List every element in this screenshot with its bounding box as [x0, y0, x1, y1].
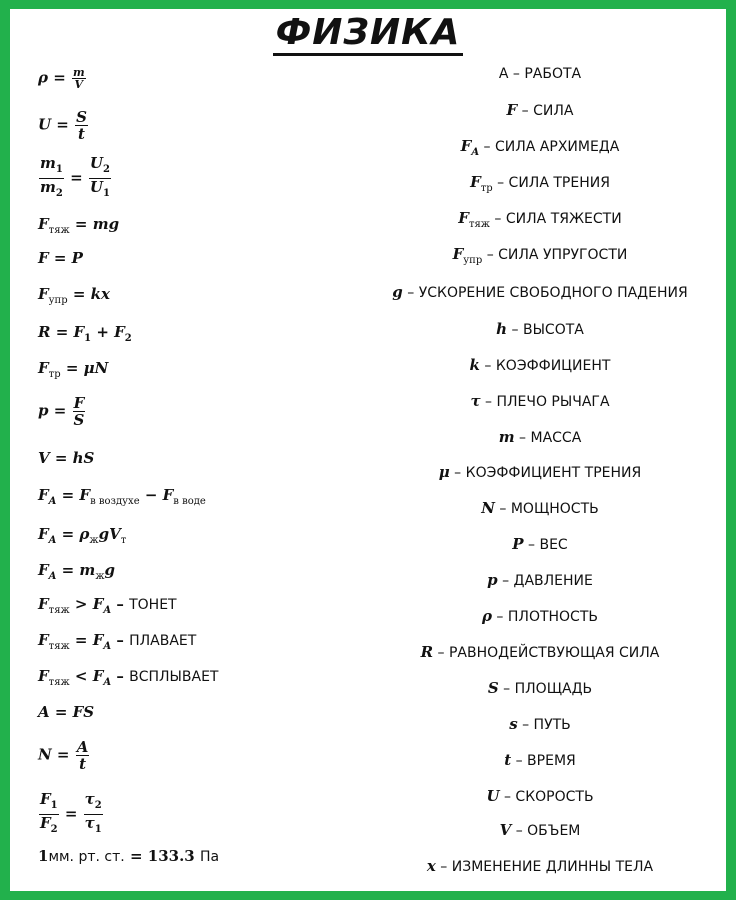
formula-work: A = FS — [38, 703, 95, 721]
legend-description: – СИЛА ТРЕНИЯ — [492, 175, 610, 191]
legend-symbol: $F_{тр}$ — [470, 173, 493, 194]
formula-mmhg: 1мм. рт. ст. = 133.3 Па — [38, 847, 220, 865]
legend-item — [370, 137, 710, 162]
legend-description: – МАССА — [514, 430, 582, 446]
legend-symbol: A — [498, 66, 509, 82]
formula-archimedes-diff: $F_A = F_{в воздухе} - F_{в воде}$ — [38, 486, 206, 507]
formula-sinks: $F_{тяж} > F_A$ – ТОНЕТ — [38, 595, 177, 616]
legend-description: – СИЛА — [517, 103, 574, 119]
formula-resultant: $R = F_1 + F_2$ — [38, 323, 132, 344]
legend-description: – ПЛЕЧО РЫЧАГА — [480, 394, 610, 410]
legend-description: – ПЛОЩАДЬ — [498, 681, 593, 697]
legend-symbol: P — [512, 535, 524, 553]
legend-item — [370, 643, 710, 662]
legend-description: – РАВНОДЕЙСТВУЮЩАЯ СИЛА — [433, 645, 660, 661]
formula-volume: V = hS — [38, 449, 95, 467]
legend-description: – СКОРОСТЬ — [499, 789, 594, 805]
legend-description: – КОЭФФИЦИЕНТ — [479, 358, 611, 374]
legend-symbol: τ — [470, 392, 481, 410]
legend-description: – ПЛОТНОСТЬ — [491, 609, 598, 625]
legend-item — [370, 392, 710, 411]
formula-floats: $F_{тяж} = F_A$ – ПЛАВАЕТ — [38, 631, 197, 652]
legend-symbol: R — [420, 643, 434, 661]
formula-surfaces: $F_{тяж} < F_A$ – ВСПЛЫВАЕТ — [38, 667, 219, 688]
legend-symbol: U — [486, 787, 500, 805]
legend-description: – ВЫСОТА — [507, 322, 584, 338]
legend-description: – РАБОТА — [508, 66, 582, 82]
legend-item — [370, 428, 710, 447]
legend-description: – СИЛА АРХИМЕДА — [479, 139, 620, 155]
legend-description: – СИЛА ТЯЖЕСТИ — [489, 211, 622, 227]
legend-item — [370, 751, 710, 770]
legend-symbol: ρ — [482, 607, 492, 625]
legend-item — [370, 821, 710, 840]
legend-description: – МОЩНОСТЬ — [494, 501, 599, 517]
formula-speed: U = $\frac{S}{t}$ — [38, 108, 87, 143]
legend-description: – СИЛА УПРУГОСТИ — [482, 247, 628, 263]
legend-symbol: p — [487, 571, 498, 589]
legend-symbol: g — [392, 283, 403, 301]
formula-elastic: $F_{упр}$ = kx — [38, 285, 110, 306]
legend-symbol: S — [487, 679, 499, 697]
formula-sheet — [10, 9, 726, 891]
formula-pressure: p = $\frac{F}{S}$ — [38, 394, 85, 429]
legend-symbol: m — [498, 428, 515, 446]
formula-weight: F = P — [38, 249, 83, 267]
legend-symbol: $F_{упр}$ — [452, 245, 483, 266]
page-title: ФИЗИКА — [10, 13, 726, 53]
legend-item — [370, 535, 710, 554]
legend-item — [370, 356, 710, 375]
legend-item — [370, 679, 710, 698]
legend-item — [370, 715, 710, 734]
legend-item — [370, 499, 710, 518]
formula-archimedes-mass: $F_A = m_жg$ — [38, 561, 116, 582]
legend-symbol: V — [499, 821, 512, 839]
legend-description: – ПУТЬ — [517, 717, 571, 733]
legend-description: – ВРЕМЯ — [511, 753, 576, 769]
formula-power: N = $\frac{A}{t}$ — [38, 738, 89, 773]
legend-description: – УСКОРЕНИЕ СВОБОДНОГО ПАДЕНИЯ — [402, 285, 688, 301]
legend-item — [370, 463, 710, 482]
legend-symbol: $F_{тяж}$ — [458, 209, 490, 230]
legend-item — [370, 787, 710, 806]
formula-density: ρ = $\frac{m}{V}$ — [38, 66, 85, 91]
legend-symbol: k — [469, 356, 480, 374]
legend-item — [370, 607, 710, 626]
legend-symbol: x — [426, 857, 436, 875]
legend-symbol: F — [506, 101, 518, 119]
legend-description: – ОБЪЕМ — [511, 823, 581, 839]
legend-item — [370, 245, 710, 270]
legend-description: – ДАВЛЕНИЕ — [497, 573, 593, 589]
formula-mass-speed-ratio: $\frac{m_1}{m_2}$ = $\frac{U_2}{U_1}$ — [40, 154, 110, 199]
legend-item — [370, 65, 710, 83]
legend-symbol: h — [496, 320, 508, 338]
legend-item — [370, 101, 710, 120]
legend-description: – ИЗМЕНЕНИЕ ДЛИННЫ ТЕЛА — [435, 859, 654, 875]
legend-item — [370, 209, 710, 234]
formula-archimedes-rho: $F_A = \rho_жgV_т$ — [38, 525, 127, 546]
legend-symbol: s — [509, 715, 518, 733]
formula-friction: $F_{тр} = \mu N$ — [38, 359, 109, 380]
legend-item — [370, 320, 710, 339]
legend-description: – ВЕС — [523, 537, 568, 553]
legend-symbol: t — [504, 751, 512, 769]
legend-item — [370, 571, 710, 590]
legend-description: – КОЭФФИЦИЕНТ ТРЕНИЯ — [449, 465, 642, 481]
legend-symbol: $F_A$ — [460, 137, 480, 158]
legend-item — [370, 173, 710, 198]
legend-symbol: μ — [438, 463, 450, 481]
formula-gravity: $F_{тяж}$ = mg — [38, 215, 120, 236]
legend-item — [370, 857, 710, 876]
legend-symbol: N — [481, 499, 495, 517]
legend-item — [370, 283, 710, 302]
formula-lever-rule: $\frac{F_1}{F_2}$ = $\frac{\tau_2}{\tau_1}$ — [40, 790, 102, 835]
